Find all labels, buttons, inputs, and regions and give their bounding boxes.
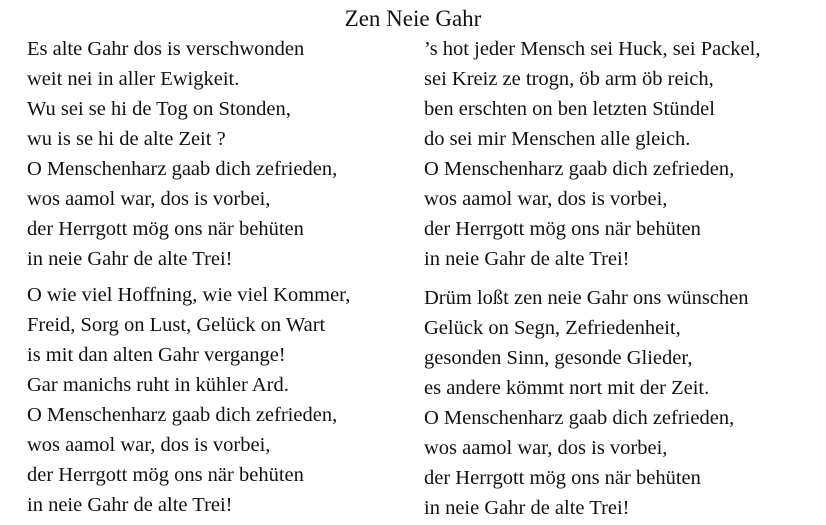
stanza-4-line-6: wos aamol war, dos is vorbei, — [424, 437, 668, 459]
stanza-3-line-5: O Menschenharz gaab dich zefrieden, — [27, 404, 338, 426]
stanza-4-line-8: in neie Gahr de alte Trei! — [424, 497, 630, 519]
stanza-1-line-2: weit nei in aller Ewigkeit. — [27, 68, 240, 90]
stanza-4-line-7: der Herrgott mög ons när behüten — [424, 467, 701, 489]
stanza-2-line-4: do sei mir Menschen alle gleich. — [424, 128, 691, 150]
stanza-3-line-7: der Herrgott mög ons när behüten — [27, 464, 304, 486]
poem-title: Zen Neie Gahr — [344, 6, 482, 31]
stanza-2-line-8: in neie Gahr de alte Trei! — [424, 248, 630, 270]
stanza-4-line-2: Gelück on Segn, Zefriedenheit, — [424, 317, 681, 339]
stanza-4 — [424, 283, 824, 523]
stanza-4-line-3: gesonden Sinn, gesonde Glieder, — [424, 347, 693, 369]
stanza-3-line-6: wos aamol war, dos is vorbei, — [27, 434, 271, 456]
stanza-1-line-7: der Herrgott mög ons när behüten — [27, 218, 304, 240]
stanza-4-line-4: es andere kömmt nort mit der Zeit. — [424, 377, 710, 399]
stanza-4-line-1: Drüm loßt zen neie Gahr ons wünschen — [424, 287, 749, 309]
stanza-1-line-1: Es alte Gahr dos is verschwonden — [27, 38, 305, 60]
stanza-2-line-2: sei Kreiz ze trogn, öb arm öb reich, — [424, 68, 714, 90]
stanza-2-line-1: ’s hot jeder Mensch sei Huck, sei Packel, — [424, 38, 761, 60]
stanza-1-line-8: in neie Gahr de alte Trei! — [27, 248, 233, 270]
stanza-3-line-3: is mit dan alten Gahr vergange! — [27, 344, 286, 366]
stanza-1-line-4: wu is se hi de alte Zeit ? — [27, 128, 226, 150]
stanza-2-line-3: ben erschten on ben letzten Stündel — [424, 98, 715, 120]
stanza-2-line-5: O Menschenharz gaab dich zefrieden, — [424, 158, 735, 180]
stanza-2 — [424, 34, 824, 274]
stanza-3-line-2: Freid, Sorg on Lust, Gelück on Wart — [27, 314, 326, 336]
stanza-3-line-8: in neie Gahr de alte Trei! — [27, 494, 233, 516]
stanza-3 — [27, 280, 427, 520]
stanza-3-line-4: Gar manichs ruht in kühler Ard. — [27, 374, 289, 396]
stanza-1-line-5: O Menschenharz gaab dich zefrieden, — [27, 158, 338, 180]
stanza-1 — [27, 34, 427, 274]
stanza-1-line-3: Wu sei se hi de Tog on Stonden, — [27, 98, 291, 120]
stanza-2-line-7: der Herrgott mög ons när behüten — [424, 218, 701, 240]
stanza-1-line-6: wos aamol war, dos is vorbei, — [27, 188, 271, 210]
stanza-3-line-1: O wie viel Hoffning, wie viel Kommer, — [27, 284, 351, 306]
stanza-2-line-6: wos aamol war, dos is vorbei, — [424, 188, 668, 210]
stanza-4-line-5: O Menschenharz gaab dich zefrieden, — [424, 407, 735, 429]
